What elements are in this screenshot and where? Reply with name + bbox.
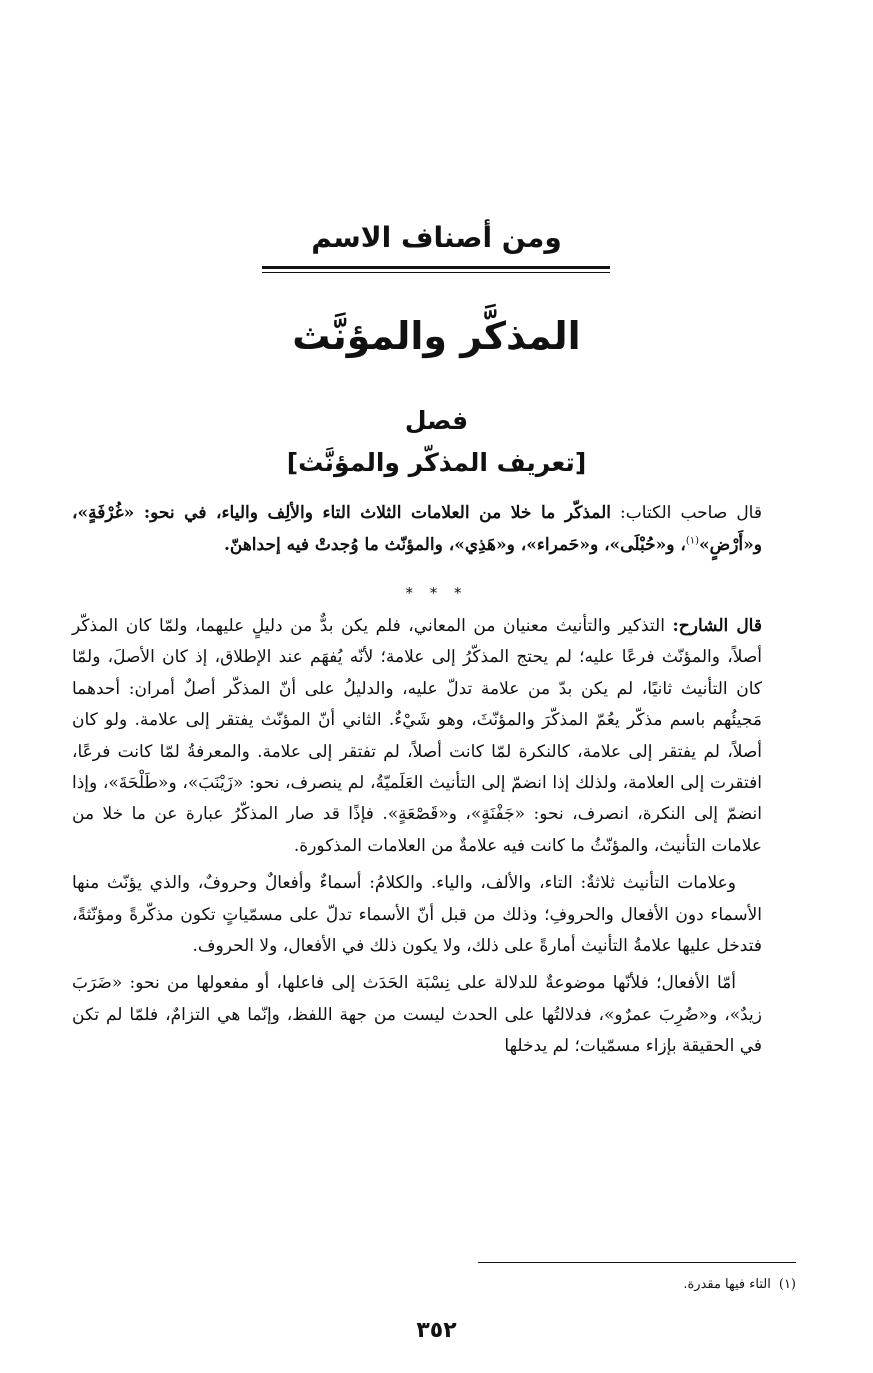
fasl-label: فصل <box>404 406 469 435</box>
section-title: ومن أصناف الاسم <box>311 221 562 254</box>
fasl-subtitle: [تعريف المذكّر والمؤنَّث] <box>286 448 587 477</box>
footnote <box>72 1274 796 1296</box>
commentary-paragraph-3: أمّا الأفعال؛ فلأنّها موضوعةٌ للدلالة على نِسْبَة الحَدَث إلى فاعلها، أو مفعولها من نحو: «ضَرَبَ زيدٌ»، و«ضُرِبَ عمرٌو»، فدلالتُها على الحدث ليست من جهة اللفظ، وإنّما هي التزامٌ، فلمّا لم تكن في الحقيقة بإزاء مسمّيات؛ لم يدخلها <box>72 973 762 1057</box>
commentary-paragraph-2: وعلامات التأنيث ثلاثةٌ: التاء، والألف، والياء. والكلامُ: أسماءٌ وأفعالٌ وحروفٌ، والذي يؤنّث منها الأسماء دون الأفعال والحروفِ؛ وذلك من قبل أنّ الأسماء تدلّ على مسمّياتٍ تكون مذكّرةً ومؤنّثةً، فتدخل عليها علامةُ التأنيث أمارةً على ذلك، ولا يكون ذلك في الأفعال، ولا الحروف. <box>72 873 762 957</box>
matn-intro: قال صاحب الكتاب: <box>610 503 762 523</box>
footnote-text: التاء فيها مقدرة. <box>683 1277 771 1292</box>
title-rule-thin <box>262 272 610 273</box>
footnote-rule <box>478 1262 796 1263</box>
page-number: ٣٥٢ <box>416 1318 457 1343</box>
commentary-paragraph-1 <box>72 611 762 862</box>
commentary <box>72 611 762 1063</box>
separator-stars: * * * <box>405 584 468 602</box>
footnote-number: (١) <box>778 1277 796 1292</box>
matn-text <box>72 497 762 561</box>
chapter-title: المذكَّر والمؤنَّث <box>292 314 581 358</box>
commentary-speaker: قال الشارح: <box>672 616 762 636</box>
matn-definition-part-2: ، و«حُبْلَى»، و«حَمراء»، و«هَذِي»، والمؤنّث ما وُجدتْ فيه إحداهنّ. <box>223 535 686 555</box>
title-rule-thick <box>262 266 610 269</box>
matn-definition-part-1: المذكّر ما خلا من العلامات الثلاث التاء والألِف والياء، في نحو: «غُرْفَةٍ»، و«أَرْضٍ» <box>72 503 762 555</box>
commentary-paragraph-1-text: التذكير والتأنيث معنيان من المعاني، فلم يكن بدٌّ من دليلٍ عليهما، ولمّا كان المذكّر أصلاً، والمؤنّث فرعًا عليه؛ لم يحتج المذكّرُ إلى علامة؛ لأنّه يُفهَم عند الإطلاق، إذ كان الأصلَ، ولمّا كان التأنيث ثانيًا، لم يكن بدّ من علامة تدلّ عليه، والدليلُ على أنّ المذكّر أصلٌ أمران: أحدهما مَجيئُهم باسم مذكّر يعُمّ المذكّرَ والمؤنّثَ، وهو شَيْءٌ. الثاني أنّ المؤنّث يفتقر إلى علامة. ولو كان أصلاً، لم يفتقر إلى علامة، كالنكرة لمّا كانت أصلاً، لم تفتقر إلى علامة. والمعرفةُ لمّا كانت فرعًا، افتقرت إلى العلامة، ولذلك إذا انضمّ إلى التأنيث العَلَميّةُ، لم ينصرف، نحو: «زَيْنَبَ»، و«طَلْحَةَ»، وإذا انضمّ إلى النكرة، انصرف، نحو: «جَفْنَةٍ»، و«قَصْعَةٍ». فإذًا قد صار المذكّرُ عبارة عن ما خلا من علامات التأنيث، والمؤنّثُ ما كانت فيه علامةٌ من العلامات المذكورة. <box>72 616 762 856</box>
footnote-marker: (١) <box>685 535 700 547</box>
